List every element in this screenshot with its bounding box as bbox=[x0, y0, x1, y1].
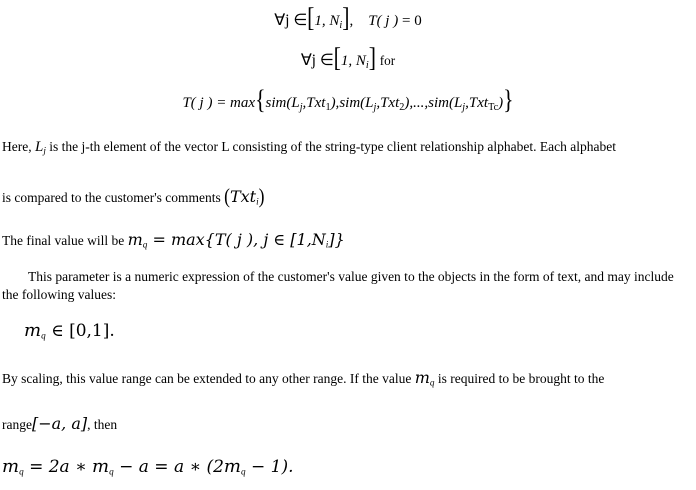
equation-2-range-sub: i bbox=[365, 59, 369, 71]
paragraph-1-variable: L bbox=[34, 139, 44, 155]
paragraph-8-variable-m: m bbox=[2, 456, 20, 477]
paragraph-3 bbox=[2, 232, 696, 250]
equation-3-brace-open: { bbox=[255, 84, 266, 115]
equation-3-term3-sub2: Tc bbox=[488, 101, 499, 113]
equation-3-lhs: T( j ) = max bbox=[182, 95, 256, 111]
equation-3-term2-b: ,Txt bbox=[376, 95, 400, 111]
paragraph-2-variable-sub: i bbox=[256, 196, 259, 207]
equation-3-term1-sub: j bbox=[299, 101, 303, 113]
equation-2-bracket-close: ] bbox=[368, 42, 377, 73]
equation-2 bbox=[0, 42, 696, 73]
equation-1-bracket-open: [ bbox=[307, 2, 315, 33]
equation-1-bracket-close: ] bbox=[342, 2, 350, 33]
paragraph-6 bbox=[2, 370, 696, 388]
paragraph-3-variable-m-sub: q bbox=[142, 239, 148, 250]
paragraph-3-expression: = max{T( j ), j ∈ [1,N bbox=[147, 230, 326, 249]
equation-3-term1-close: ), bbox=[330, 95, 340, 111]
paragraph-5-variable-m: m bbox=[24, 320, 42, 341]
paragraph-3-expression-end: ]} bbox=[328, 230, 345, 249]
paragraph-2-variable: Txt bbox=[229, 187, 257, 206]
paragraph-5-formula bbox=[24, 322, 684, 341]
paragraph-5-range: ∈ [0,1]. bbox=[45, 321, 115, 341]
paragraph-7-text-b: , then bbox=[87, 417, 118, 432]
equation-3-term2-sub: j bbox=[373, 101, 377, 113]
paragraph-7 bbox=[2, 416, 696, 432]
paragraph-8-variable-m3: m bbox=[223, 456, 241, 477]
paragraph-8-variable-m3-sub: q bbox=[240, 466, 246, 477]
equation-3-term1-b: ,Txt bbox=[302, 95, 326, 111]
paragraph-6-variable-m-sub: q bbox=[429, 377, 435, 388]
equation-2-bracket-open: [ bbox=[333, 42, 341, 73]
paragraph-3-variable-m: m bbox=[127, 230, 143, 249]
equation-3-term3-close: ) bbox=[498, 95, 504, 111]
paragraph-5-variable-m-sub: q bbox=[41, 330, 46, 341]
paragraph-6-text-a: By scaling, this value range can be extended to any other range. If the value bbox=[2, 371, 415, 386]
paragraph-8-variable-m2-sub: q bbox=[109, 466, 114, 477]
paragraph-8-expression-2: − a = a ∗ (2 bbox=[113, 457, 224, 477]
paragraph-8-expression-1: = 2a ∗ bbox=[23, 457, 93, 477]
paragraph-4: This parameter is a numeric expression of the customer's value given to the objects in the form of text, and may include the following values: bbox=[2, 269, 674, 303]
equation-1 bbox=[0, 2, 696, 33]
paragraph-2-paren-open: ( bbox=[224, 183, 230, 208]
equation-3-term2-sub2: 2 bbox=[399, 101, 405, 113]
equation-1-equals: = 0 bbox=[401, 13, 422, 29]
paragraph-7-text-a: range bbox=[2, 417, 32, 432]
paragraph-8-formula bbox=[2, 458, 696, 477]
equation-3-term1-sub2: 1 bbox=[325, 101, 331, 113]
equation-2-forall: ∀j ∈ bbox=[300, 52, 334, 69]
equation-3-term3-b: ,Txt bbox=[465, 95, 489, 111]
equation-2-for: for bbox=[379, 53, 396, 68]
paragraph-2 bbox=[2, 183, 696, 208]
equation-3-term2: sim(L bbox=[339, 95, 374, 111]
paragraph-1 bbox=[2, 140, 696, 156]
paragraph-2-text-a: is compared to the customer's comments bbox=[2, 190, 225, 205]
paragraph-8-expression-3: − 1). bbox=[245, 457, 294, 477]
paragraph-7-range: [−a, a] bbox=[31, 414, 88, 433]
paragraph-2-paren-close: ) bbox=[258, 183, 265, 208]
equation-3-term2-close: ),..., bbox=[404, 95, 429, 111]
paragraph-3-expression-sub: i bbox=[325, 239, 329, 250]
paragraph-6-text-b: is required to be brought to the bbox=[434, 371, 605, 386]
equation-2-range: 1, N bbox=[340, 53, 366, 69]
paragraph-1-text-a: Here, bbox=[2, 139, 35, 154]
equation-1-forall: ∀j ∈ bbox=[274, 12, 308, 29]
equation-3-term3: sim(L bbox=[428, 95, 463, 111]
equation-3-term3-sub: j bbox=[462, 101, 466, 113]
equation-1-argument: ( j ) bbox=[376, 13, 399, 29]
equation-1-range: 1, N bbox=[314, 13, 340, 29]
paragraph-8-variable-m-sub: q bbox=[19, 466, 24, 477]
paragraph-8-variable-m2: m bbox=[92, 456, 110, 477]
equation-3-brace-close: } bbox=[503, 84, 514, 115]
paragraph-1-variable-sub: j bbox=[43, 145, 46, 156]
paragraph-6-variable-m: m bbox=[414, 368, 430, 387]
equation-1-comma: , bbox=[349, 13, 354, 29]
equation-3 bbox=[0, 84, 696, 115]
paragraph-3-text-a: The final value will be bbox=[2, 233, 128, 248]
equation-1-function: T bbox=[368, 13, 377, 29]
equation-3-term1: sim(L bbox=[265, 95, 300, 111]
paragraph-1-text-b: is the j-th element of the vector L consisting of the string-type client relationship alphabet. Each alphabet bbox=[45, 139, 616, 154]
equation-1-range-sub: i bbox=[339, 19, 343, 31]
